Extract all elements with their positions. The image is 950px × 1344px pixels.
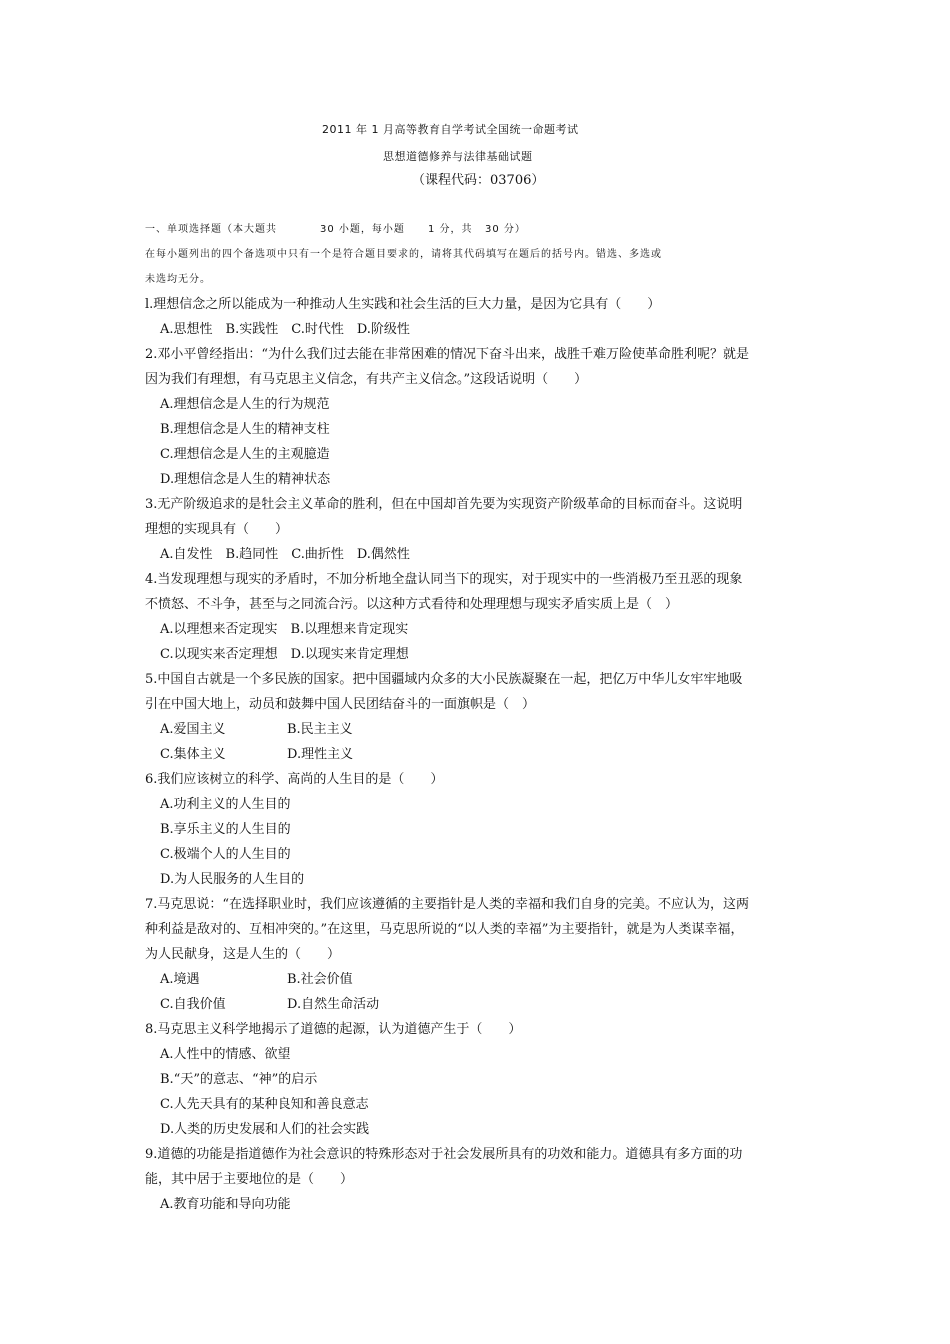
question-1-stem: l.理想信念之所以能成为一种推动人生实践和社会生活的巨大力量，是因为它具有（ ） xyxy=(145,297,661,312)
question-7-option-c: C.自我价值 xyxy=(160,997,226,1012)
question-3-options: A.自发性 B.趋同性 C.曲折性 D.偶然性 xyxy=(160,547,410,562)
question-7-option-d: D.自然生命活动 xyxy=(287,997,380,1012)
question-2-stem: 2.邓小平曾经指出：“为什么我们过去能在非常困难的情况下奋斗出来，战胜千难万险使革命胜利呢？就是 xyxy=(145,347,750,362)
question-7-stem-cont: 种利益是敌对的、互相冲突的。”在这里，马克思所说的“以人类的幸福”为主要指针，就是为人类谋幸福， xyxy=(145,922,744,937)
question-6-option-d: D.为人民服务的人生目的 xyxy=(160,872,305,887)
question-2-option-c: C.理想信念是人生的主观臆造 xyxy=(160,447,330,462)
question-9-stem: 9.道德的功能是指道德作为社会意识的特殊形态对于社会发展所具有的功效和能力。道德具有多方面的功 xyxy=(145,1147,743,1162)
section-heading-left: 一、单项选择题（本大题共 xyxy=(145,224,277,235)
question-5-stem-cont: 引在中国大地上，动员和鼓舞中国人民团结奋斗的一面旗帜是（ ） xyxy=(145,697,536,712)
question-7-stem: 7.马克思说：“在选择职业时，我们应该遵循的主要指针是人类的幸福和我们自身的完美。不应认为，这两 xyxy=(145,897,750,912)
question-9-option-a: A.教育功能和导向功能 xyxy=(160,1197,291,1212)
question-7-stem-cont2: 为人民献身，这是人生的（ ） xyxy=(145,947,341,962)
section-heading-score: 1 分，共 xyxy=(428,224,473,235)
question-8-stem: 8.马克思主义科学地揭示了道德的起源，认为道德产生于（ ） xyxy=(145,1022,522,1037)
question-6-option-c: C.极端个人的人生目的 xyxy=(160,847,291,862)
exam-title: 2011 年 1 月高等教育自学考试全国统一命题考试 xyxy=(322,123,579,136)
question-3-stem: 3.无产阶级追求的是牡会主义革命的胜利，但在中国却首先要为实现资产阶级革命的目标而奋斗。这说明 xyxy=(145,497,743,512)
section-instruction-cont: 未选均无分。 xyxy=(145,274,211,285)
question-3-stem-cont: 理想的实现具有（ ） xyxy=(145,522,289,537)
question-7-option-a: A.境遇 xyxy=(160,972,200,987)
question-2-stem-cont: 因为我们有理想，有马克思主义信念，有共产主义信念。”这段话说明（ ） xyxy=(145,372,588,387)
course-code: （课程代码：03706） xyxy=(412,173,545,188)
question-6-stem: 6.我们应该树立的科学、高尚的人生目的是（ ） xyxy=(145,772,444,787)
exam-subtitle: 思想道德修养与法律基础试题 xyxy=(383,150,533,163)
question-4-options-cd: C.以现实来否定理想 D.以现实来肯定理想 xyxy=(160,647,409,662)
question-6-option-a: A.功利主义的人生目的 xyxy=(160,797,291,812)
question-2-option-d: D.理想信念是人生的精神状态 xyxy=(160,472,331,487)
question-9-stem-cont: 能，其中居于主要地位的是（ ） xyxy=(145,1172,354,1187)
question-7-option-b: B.社会价值 xyxy=(287,972,353,987)
question-2-option-b: B.理想信念是人生的精神支柱 xyxy=(160,422,330,437)
question-8-option-d: D.人类的历史发展和人们的社会实践 xyxy=(160,1122,370,1137)
question-8-option-b: B.“天”的意志、“神”的启示 xyxy=(160,1072,318,1087)
question-5-option-d: D.理性主义 xyxy=(287,747,354,762)
section-instruction: 在每小题列出的四个备选项中只有一个是符合题目要求的，请将其代码填写在题后的括号内。错选、多选或 xyxy=(145,249,662,260)
question-4-options-ab: A.以理想来否定现实 B.以理想来肯定现实 xyxy=(160,622,409,637)
question-8-option-a: A.人性中的情感、欲望 xyxy=(160,1047,291,1062)
question-5-option-b: B.民主主义 xyxy=(287,722,353,737)
section-heading-total: 30 分） xyxy=(485,224,526,235)
question-4-stem: 4.当发现理想与现实的矛盾时，不加分析地全盘认同当下的现实，对于现实中的一些消极乃至丑恶的现象 xyxy=(145,572,743,587)
question-1-options: A.思想性 B.实践性 C.时代性 D.阶级性 xyxy=(160,322,410,337)
question-5-option-a: A.爱国主义 xyxy=(160,722,226,737)
question-5-option-c: C.集体主义 xyxy=(160,747,226,762)
question-6-option-b: B.享乐主义的人生目的 xyxy=(160,822,291,837)
question-5-stem: 5.中国自古就是一个多民族的国家。把中国疆域内众多的大小民族凝聚在一起，把亿万中华儿女牢牢地吸 xyxy=(145,672,743,687)
question-8-option-c: C.人先天具有的某种良知和善良意志 xyxy=(160,1097,369,1112)
question-2-option-a: A.理想信念是人生的行为规范 xyxy=(160,397,330,412)
section-heading-count: 30 小题，每小题 xyxy=(320,224,405,235)
question-4-stem-cont: 不愤怒、不斗争，甚至与之同流合污。以这种方式看待和处理理想与现实矛盾实质上是（ ） xyxy=(145,597,679,612)
